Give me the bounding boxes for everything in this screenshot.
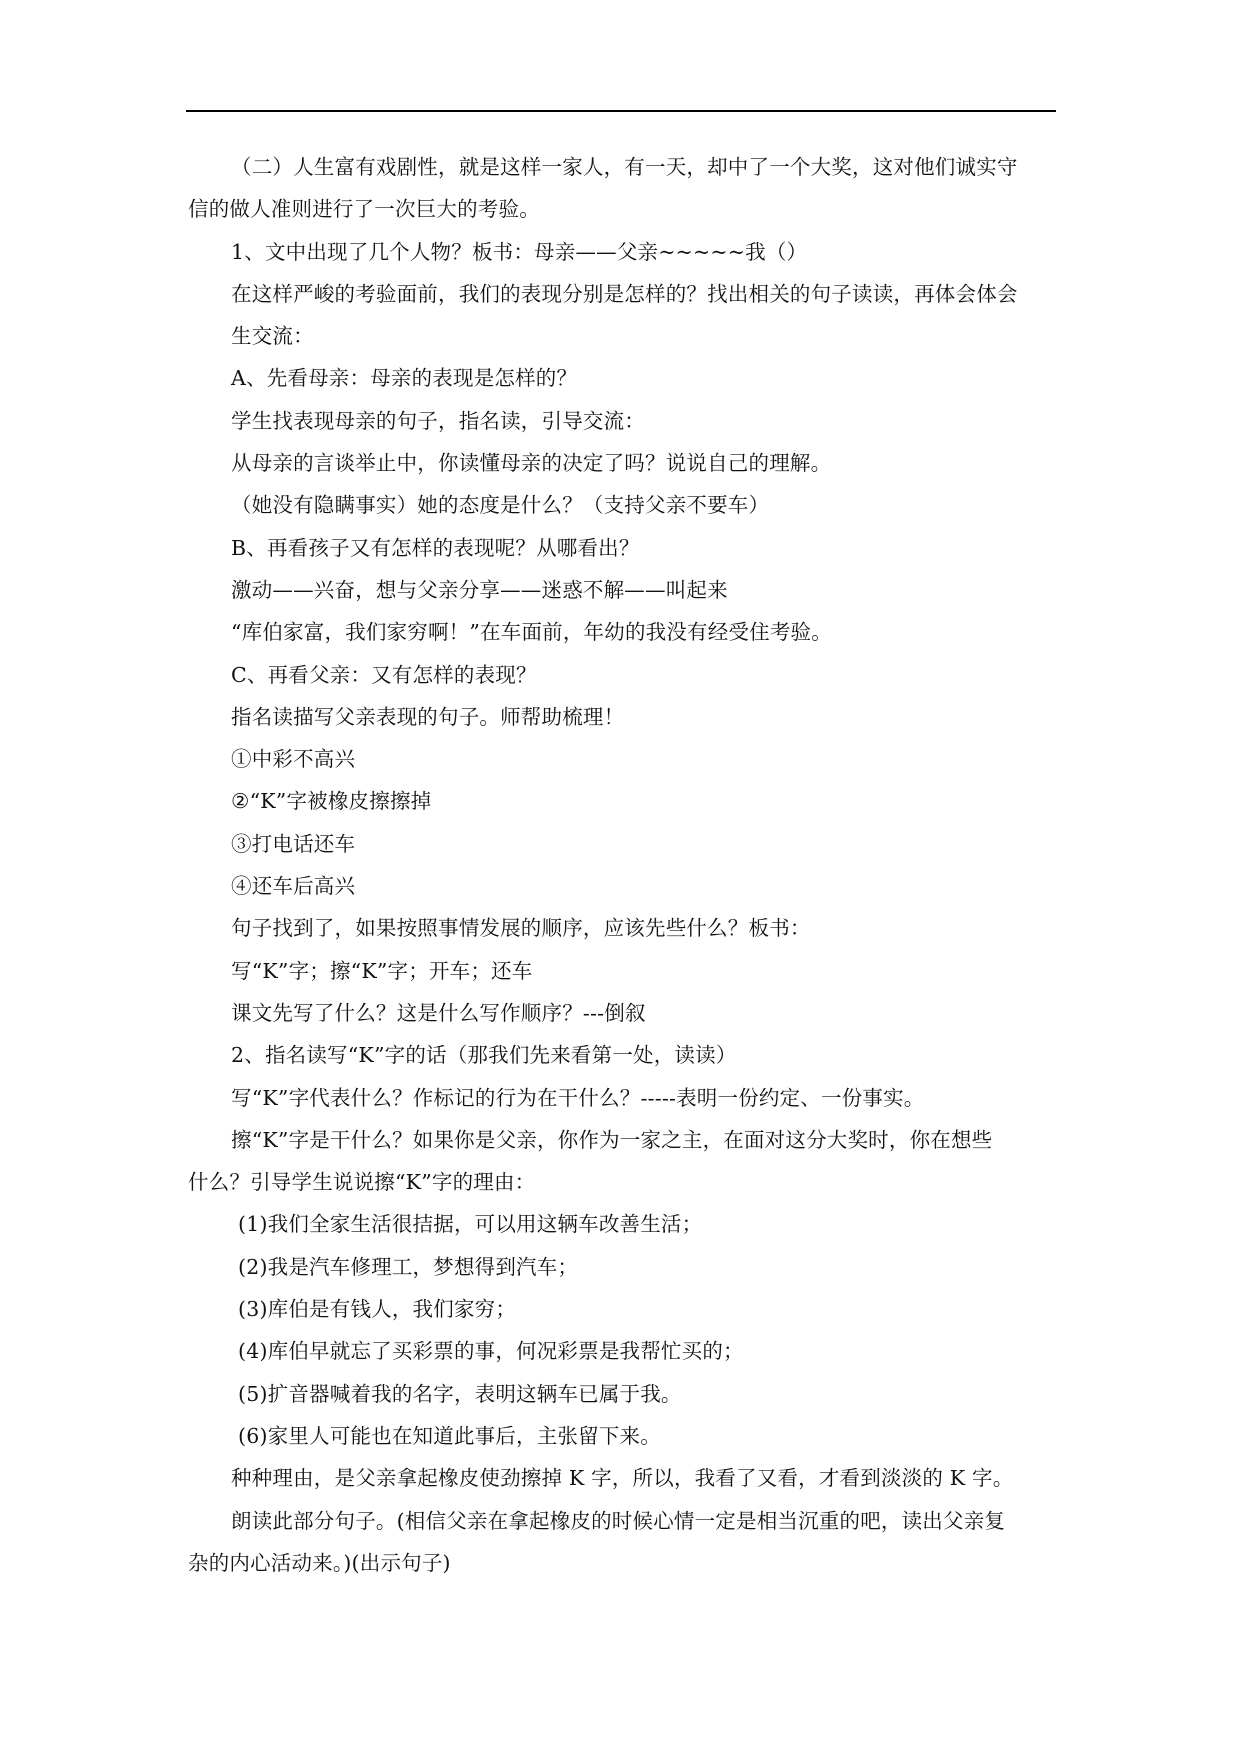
paragraph-line-34: 杂的内心活动来。)(出示句子) [188,1550,451,1575]
paragraph-line-6: A、先看母亲：母亲的表现是怎样的？ [231,366,578,391]
reason-item-1: (1)我们全家生活很拮据，可以用这辆车改善生活； [238,1212,703,1237]
reason-item-2: (2)我是汽车修理工，梦想得到汽车； [238,1254,579,1279]
reason-item-3: (3)库伯是有钱人，我们家穷； [238,1297,517,1322]
document-body [188,146,1058,1584]
paragraph-line-9: （她没有隐瞒事实）她的态度是什么？（支持父亲不要车） [231,493,770,518]
header-rule [186,110,1056,112]
paragraph-line-12: “库伯家富，我们家穷啊！”在车面前，年幼的我没有经受住考验。 [231,620,832,645]
paragraph-line-13: C、再看父亲：又有怎样的表现？ [231,662,537,687]
paragraph-line-2: 信的做人准则进行了一次巨大的考验。 [188,197,540,222]
list-item-1: ①中彩不高兴 [231,747,356,772]
paragraph-line-4: 在这样严峻的考验面前，我们的表现分别是怎样的？找出相关的句子读读，再体会体会 [231,281,1018,306]
paragraph-line-32: 种种理由，是父亲拿起橡皮使劲擦掉 K 字，所以，我看了又看，才看到淡淡的 K 字。 [231,1466,1014,1491]
reason-item-6: (6)家里人可能也在知道此事后，主张留下来。 [238,1423,661,1448]
paragraph-line-3: 1、文中出现了几个人物？板书：母亲——父亲~~~~~我（） [231,239,808,264]
paragraph-line-10: B、再看孩子又有怎样的表现呢？从哪看出？ [231,535,640,560]
reason-item-5: (5)扩音器喊着我的名字，表明这辆车已属于我。 [238,1381,682,1406]
paragraph-line-33: 朗读此部分句子。(相信父亲在拿起橡皮的时候心情一定是相当沉重的吧，读出父亲复 [231,1508,1006,1533]
paragraph-line-24: 擦“K”字是干什么？如果你是父亲，你作为一家之主，在面对这分大奖时，你在想些 [231,1127,993,1152]
paragraph-line-7: 学生找表现母亲的句子，指名读，引导交流： [231,408,645,433]
list-item-2: ②“K”字被橡皮擦擦掉 [231,789,432,814]
list-item-4: ④还车后高兴 [231,874,356,899]
paragraph-line-22: 2、指名读写“K”字的话（那我们先来看第一处，读读） [231,1043,737,1068]
paragraph-line-20: 写“K”字；擦“K”字；开车；还车 [231,958,533,983]
paragraph-line-19: 句子找到了，如果按照事情发展的顺序，应该先些什么？板书： [231,916,811,941]
paragraph-line-5: 生交流： [231,324,314,349]
paragraph-line-8: 从母亲的言谈举止中，你读懂母亲的决定了吗？说说自己的理解。 [231,451,832,476]
paragraph-line-25: 什么？引导学生说说擦“K”字的理由： [188,1170,536,1195]
paragraph-line-11: 激动——兴奋，想与父亲分享——迷惑不解——叫起来 [231,577,728,602]
paragraph-line-21: 课文先写了什么？这是什么写作顺序？---倒叙 [231,1000,646,1025]
paragraph-line-14: 指名读描写父亲表现的句子。师帮助梳理！ [231,704,625,729]
paragraph-line-23: 写“K”字代表什么？作标记的行为在干什么？-----表明一份约定、一份事实。 [231,1085,925,1110]
paragraph-line-1: （二）人生富有戏剧性，就是这样一家人，有一天，却中了一个大奖，这对他们诚实守 [231,155,1018,179]
list-item-3: ③打电话还车 [231,831,356,856]
reason-item-4: (4)库伯早就忘了买彩票的事，何况彩票是我帮忙买的； [238,1339,744,1364]
